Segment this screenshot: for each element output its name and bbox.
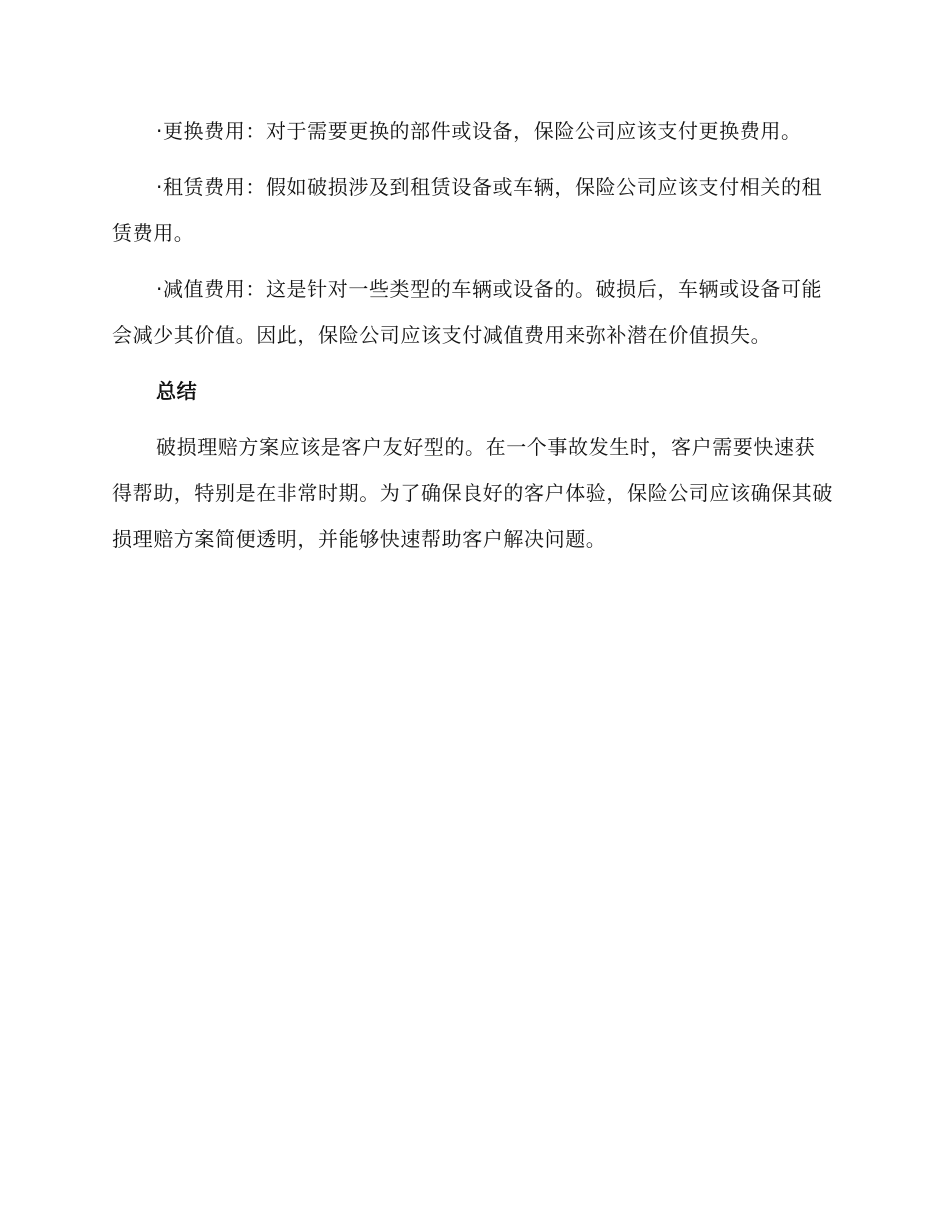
- summary-paragraph: 破损理赔方案应该是客户友好型的。在一个事故发生时，客户需要快速获得帮助，特别是在非常时期。为了确保良好的客户体验，保险公司应该确保其破损理赔方案简便透明，并能够快速帮助客户解决问题。: [112, 435, 833, 551]
- bullet-depreciation-cost: ·减值费用：这是针对一些类型的车辆或设备的。破损后，车辆或设备可能会减少其价值。因此，保险公司应该支付减值费用来弥补潜在价值损失。: [112, 277, 823, 347]
- document-body: [112, 108, 834, 572]
- bullet-rental-cost: ·租赁费用：假如破损涉及到租赁设备或车辆，保险公司应该支付相关的租赁费用。: [112, 175, 823, 245]
- bullet-replacement-cost: ·更换费用：对于需要更换的部件或设备，保险公司应该支付更换费用。: [156, 119, 802, 143]
- summary-heading: 总结: [156, 379, 198, 403]
